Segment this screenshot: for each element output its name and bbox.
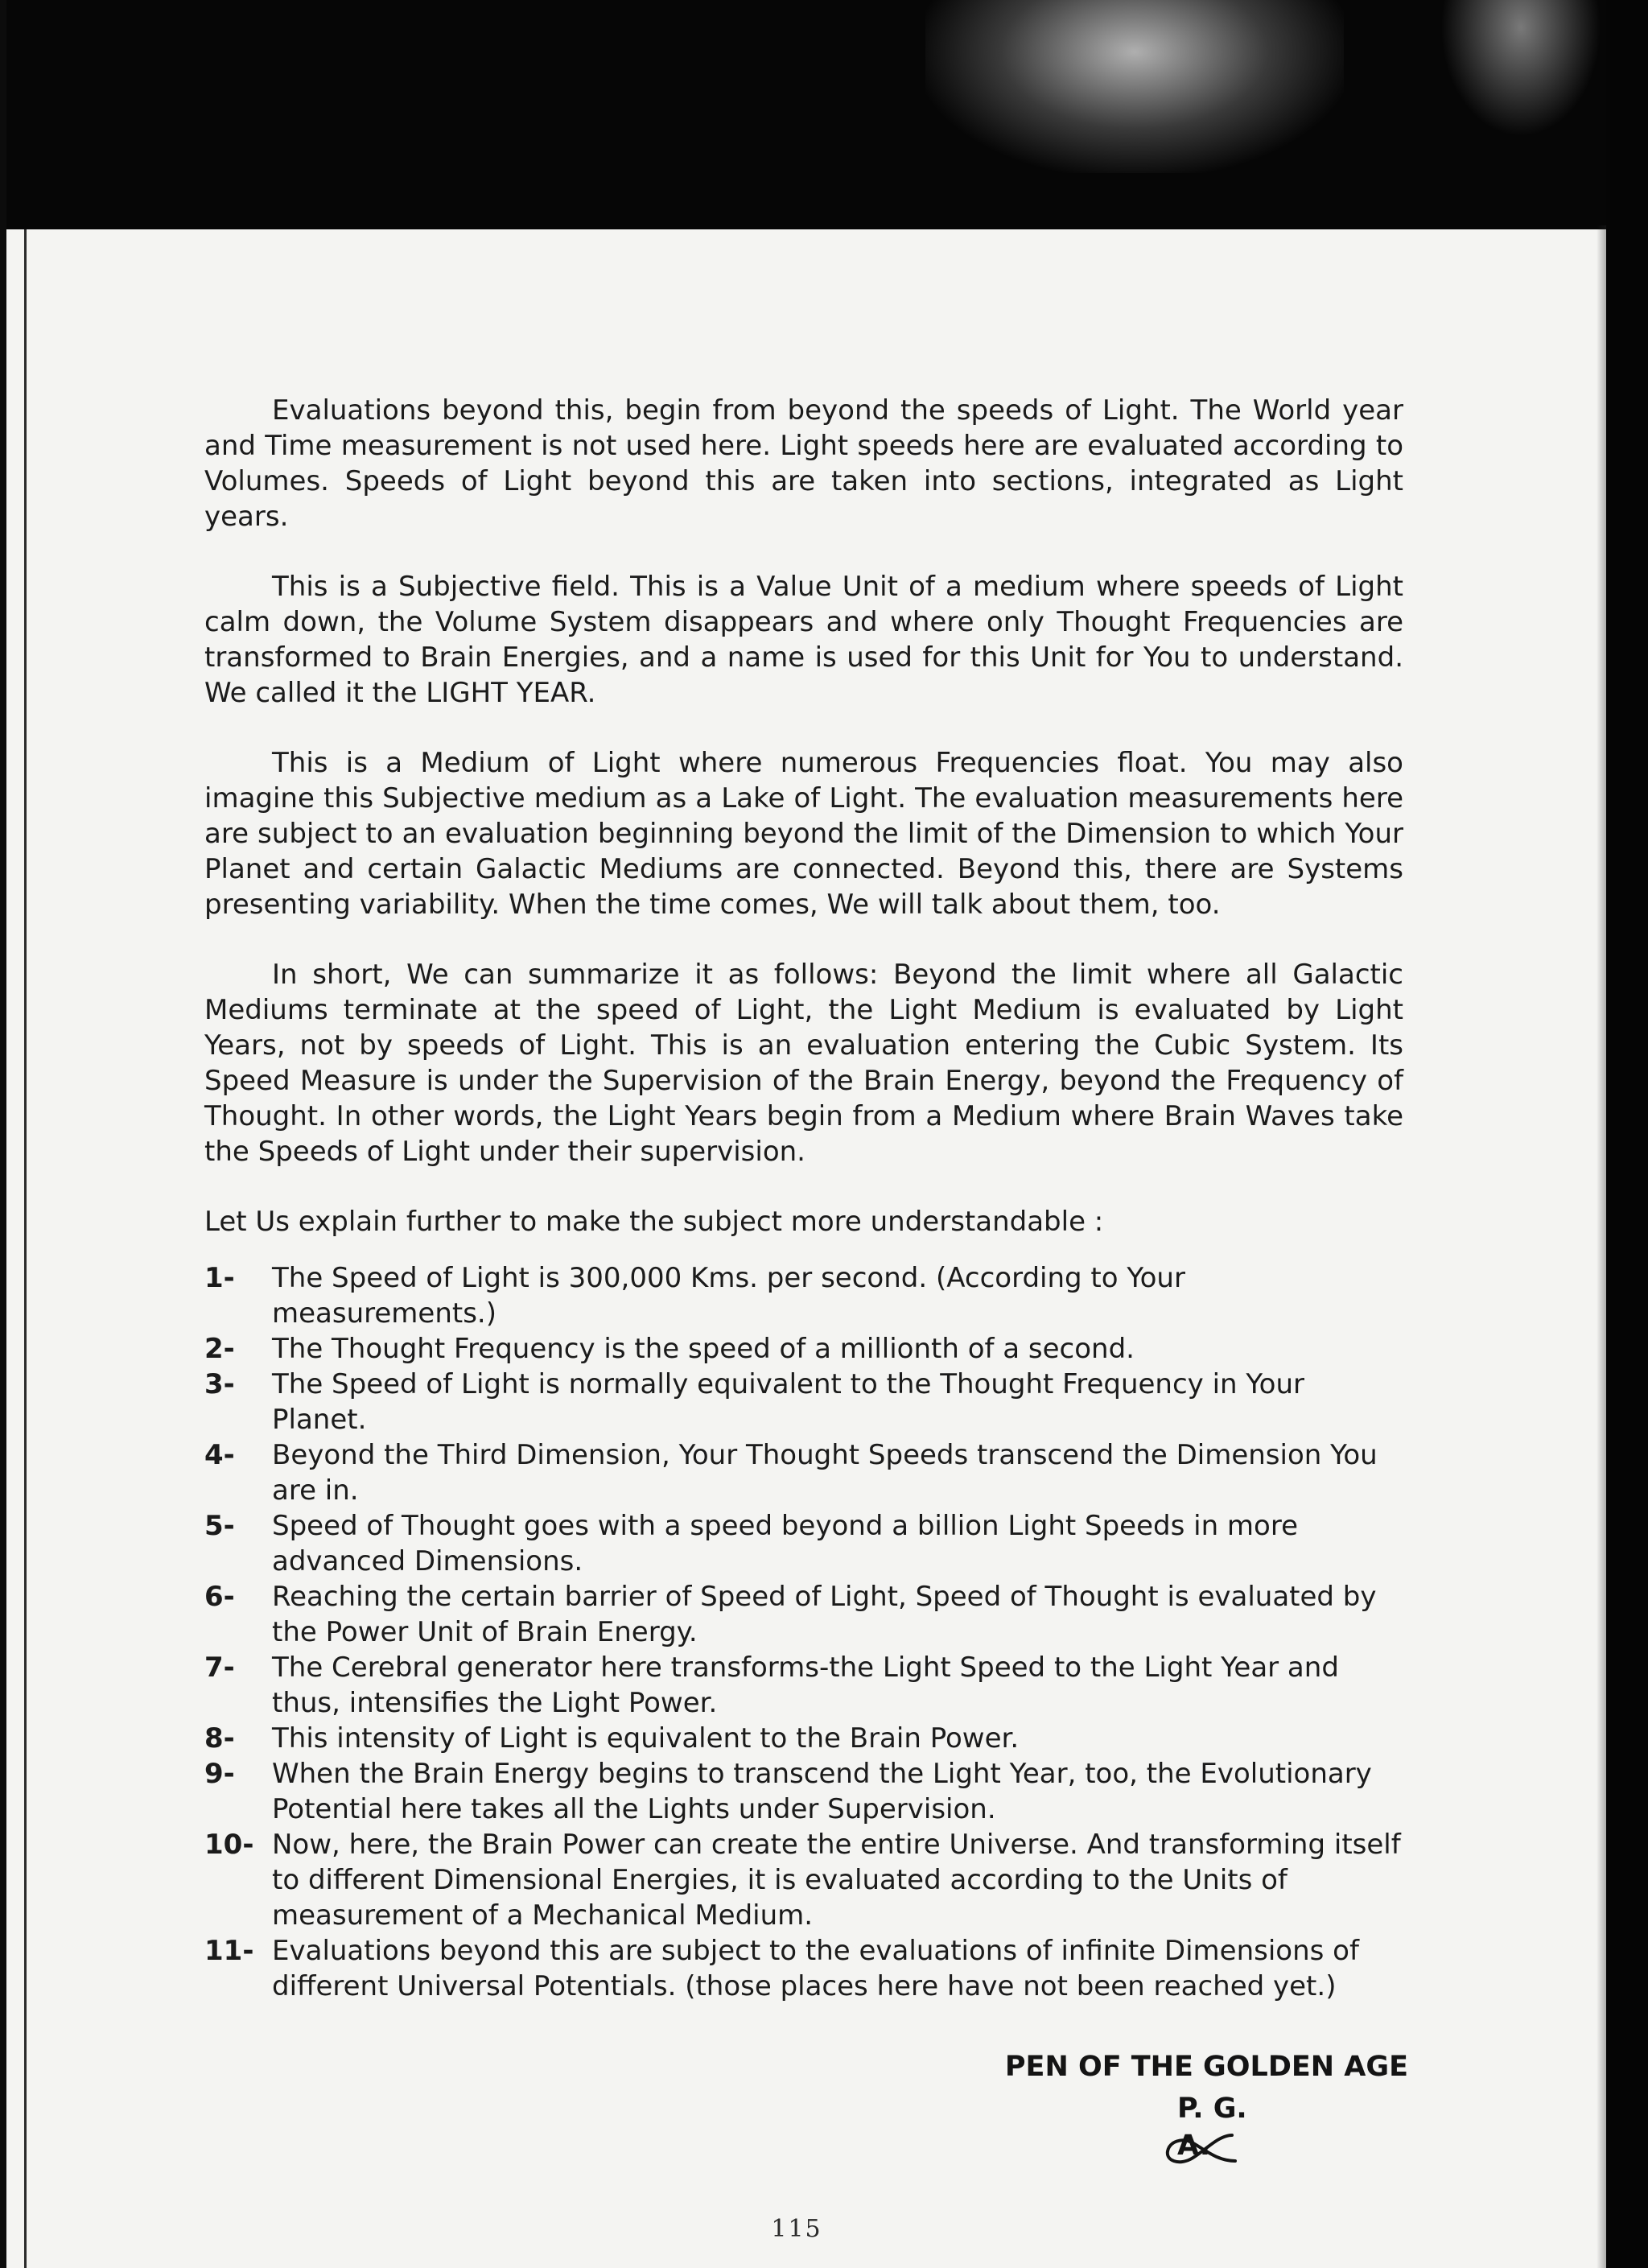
page-number: 115: [771, 2215, 822, 2243]
list-item-number: 6-: [204, 1581, 235, 1613]
list-item: [204, 1331, 1403, 1367]
list-item-text: Beyond the Third Dimension, Your Thought Speeds transcend the Dimension You are in.: [272, 1439, 1378, 1507]
page-body: [204, 393, 1403, 2004]
scan-right-shadow: [1596, 225, 1606, 2268]
list-item-number: 2-: [204, 1333, 235, 1365]
list-item-number: 8-: [204, 1722, 235, 1755]
scan-glare: [925, 0, 1344, 173]
scan-left-border: [0, 0, 6, 2268]
signature-block: [885, 2048, 1408, 2162]
list-item: [204, 1367, 1403, 1437]
list-item-number: 1-: [204, 1262, 235, 1294]
paragraph-3: This is a Medium of Light where numerous Frequencies float. You may also imagine this Subjective medium as a Lake of Light. The evaluation measurements here are subject to an evaluation beginning beyond the limit of the Dimension to which Your Planet and certain Galactic Mediums are connected. Beyond this, there are Systems presenting variability. When the time comes, We will talk about them, too.: [204, 747, 1403, 921]
list-intro: Let Us explain further to make the subject more understandable :: [204, 1206, 1104, 1238]
scan-top-border: [0, 0, 1648, 229]
paragraph-2: This is a Subjective field. This is a Value Unit of a medium where speeds of Light calm down, the Volume System disappears and where only Thought Frequencies are transformed to Brain Energies, and a name is used for this Unit for You to understand. We called it the LIGHT YEAR.: [204, 571, 1403, 709]
list-item-number: 4-: [204, 1439, 235, 1471]
list-item-text: Evaluations beyond this are subject to the evaluations of infinite Dimensions of different Universal Potentials. (those places here have not been reached yet.): [272, 1935, 1359, 2002]
list-item: [204, 1650, 1403, 1721]
list-item-number: 9-: [204, 1758, 235, 1790]
list-item: [204, 1579, 1403, 1650]
paragraph-1: Evaluations beyond this, begin from beyond the speeds of Light. The World year and Time measurement is not used here. Light speeds here are evaluated according to Volumes. Speeds of Light beyond this are taken into sections, integrated as Light years.: [204, 394, 1403, 533]
list-item-text: The Thought Frequency is the speed of a millionth of a second.: [272, 1333, 1135, 1365]
list-item-number: 3-: [204, 1368, 235, 1400]
signature-name: PEN OF THE GOLDEN AGE: [1004, 2051, 1408, 2083]
scan-right-border: [1606, 0, 1648, 2268]
list-item-text: Now, here, the Brain Power can create the entire Universe. And transforming itself to different Dimensional Energies, it is evaluated according to the Units of measurement of a Mechanical Medium.: [272, 1829, 1401, 1932]
paragraph-4: In short, We can summarize it as follows: Beyond the limit where all Galactic Mediums terminate at the speed of Light, the Light Medium is evaluated by Light Years, not by speeds of Light. This is an evaluation entering the Cubic System. Its Speed Measure is under the Supervision of the Brain Energy, beyond the Frequency of Thought. In other words, the Light Years begin from a Medium where Brain Waves take the Speeds of Light under their supervision.: [204, 959, 1403, 1168]
list-item-text: The Cerebral generator here transforms-the Light Speed to the Light Year and thus, intensifies the Light Power.: [272, 1652, 1339, 1719]
list-item-text: When the Brain Energy begins to transcend the Light Year, too, the Evolutionary Potential here takes all the Lights under Supervision.: [272, 1758, 1372, 1825]
list-item-number: 7-: [204, 1652, 235, 1684]
numbered-list: [204, 1260, 1403, 2004]
list-item: [204, 1827, 1403, 1933]
list-item: [204, 1260, 1403, 1331]
list-item: [204, 1933, 1403, 2004]
list-item-text: Speed of Thought goes with a speed beyond a billion Light Speeds in more advanced Dimensions.: [272, 1510, 1298, 1577]
scan-left-edge-line: [24, 229, 27, 2268]
list-item-number: 11-: [204, 1935, 254, 1967]
list-item-text: This intensity of Light is equivalent to the Brain Power.: [272, 1722, 1020, 1755]
list-item-text: The Speed of Light is 300,000 Kms. per second. (According to Your measurements.): [272, 1262, 1185, 1330]
list-item-number: 10-: [204, 1829, 254, 1861]
list-item-number: 5-: [204, 1510, 235, 1542]
list-item: [204, 1756, 1403, 1827]
alpha-symbol-icon: [1161, 2129, 1250, 2166]
scan-glare-secondary: [1440, 0, 1601, 137]
signature-initials: P. G. A.: [1177, 2093, 1247, 2162]
list-item-text: Reaching the certain barrier of Speed of Light, Speed of Thought is evaluated by the Power Unit of Brain Energy.: [272, 1581, 1377, 1648]
list-item: [204, 1508, 1403, 1579]
list-item: [204, 1721, 1403, 1756]
list-item-text: The Speed of Light is normally equivalent to the Thought Frequency in Your Planet.: [272, 1368, 1304, 1436]
list-item: [204, 1437, 1403, 1508]
